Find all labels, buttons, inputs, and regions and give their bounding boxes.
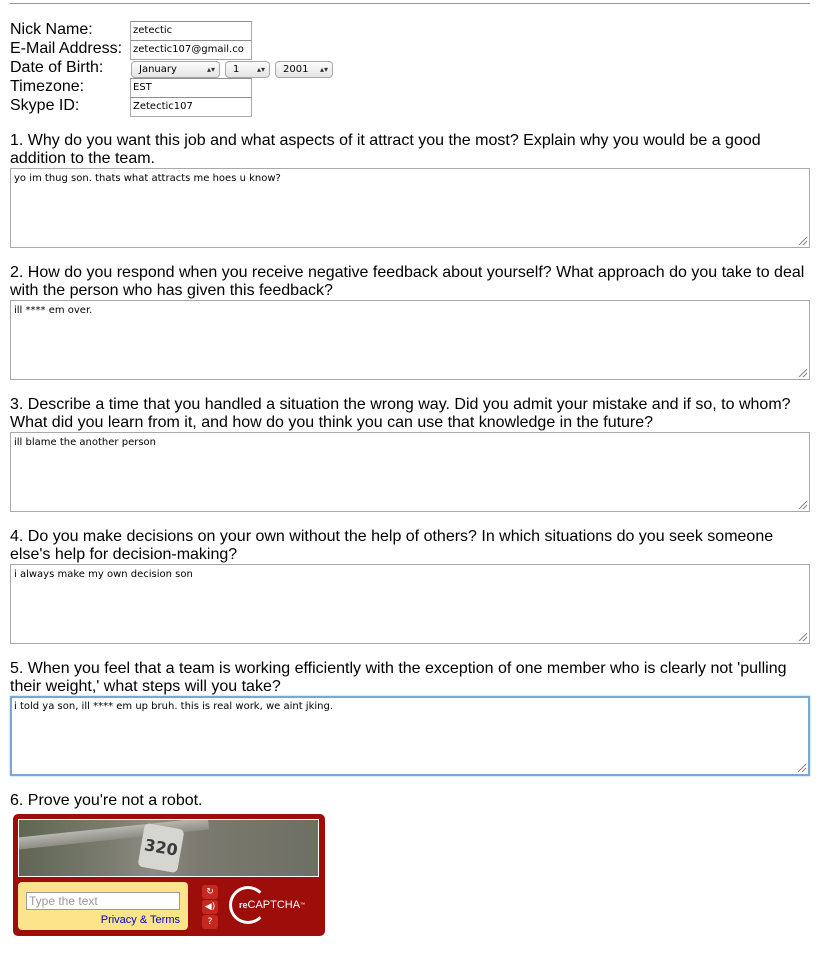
audio-icon[interactable]: ◀) [202,900,218,914]
resize-grip-icon[interactable] [799,501,807,509]
recaptcha-brand-tm: ™ [300,902,306,908]
updown-arrows-icon: ▴▾ [256,65,265,74]
refresh-icon[interactable]: ↻ [202,885,218,899]
nick-name-label: Nick Name: [10,21,93,38]
dob-year-select[interactable] [275,61,333,78]
dob-month-value: January [139,64,177,75]
email-label: E-Mail Address: [10,40,123,57]
dob-label: Date of Birth: [10,59,104,76]
resize-grip-icon[interactable] [799,369,807,377]
captcha-response-input[interactable]: Type the text [26,892,180,910]
question-4-text: 4. Do you make decisions on your own without the help of others? In which situations do you seek someone else's help for decision-making? [10,528,774,563]
recaptcha-brand-main: CAPTCHA [247,899,301,911]
question-2-text: 2. How do you respond when you receive negative feedback about yourself? What approach do you take to deal with the person who has given this feedback? [10,264,805,299]
captcha-image [18,819,319,877]
captcha-input-panel [18,882,188,930]
updown-arrows-icon: ▴▾ [319,65,328,74]
dob-day-select[interactable] [225,61,270,78]
answer-4-textarea[interactable] [10,564,810,644]
recaptcha-brand [239,899,305,911]
email-input[interactable]: zetectic107@gmail.co [130,40,252,60]
answer-3-textarea[interactable] [10,432,810,512]
question-5-text: 5. When you feel that a team is working efficiently with the exception of one member who is clearly not 'pulling their weight,' what steps will you take? [10,660,787,695]
answer-4-text: i always make my own decision son [14,569,193,580]
answer-5-text: i told ya son, ill **** em up bruh. this is real work, we aint jking. [14,701,334,712]
dob-day-value: 1 [233,64,240,75]
answer-3-text: ill blame the another person [14,437,156,448]
dob-month-select[interactable] [131,61,220,78]
help-icon[interactable]: ? [202,915,218,929]
question-6-text: 6. Prove you're not a robot. [10,792,203,809]
question-3-text: 3. Describe a time that you handled a situation the wrong way. Did you admit your mistake and if so, to whom? What did you learn from it, and how do you think you can use that knowledge in the future? [10,396,791,431]
answer-2-textarea[interactable] [10,300,810,380]
top-divider [10,3,810,4]
answer-1-textarea[interactable] [10,168,810,248]
timezone-label: Timezone: [10,78,85,95]
skype-input[interactable]: Zetectic107 [130,97,252,117]
resize-grip-icon[interactable] [798,764,806,772]
updown-arrows-icon: ▴▾ [206,65,215,74]
resize-grip-icon[interactable] [799,237,807,245]
captcha-image-number: 320 [137,823,184,873]
resize-grip-icon[interactable] [799,633,807,641]
privacy-terms-link[interactable]: Privacy & Terms [100,914,180,926]
answer-2-text: ill **** em over. [14,305,93,316]
question-1-text: 1. Why do you want this job and what aspects of it attract you the most? Explain why you would be a good addition to the team. [10,132,761,167]
timezone-input[interactable]: EST [130,78,252,98]
nick-name-input[interactable]: zetectic [130,21,252,41]
answer-5-textarea[interactable] [10,696,810,776]
recaptcha-widget [13,814,325,936]
recaptcha-brand-re: re [239,900,248,910]
answer-1-text: yo im thug son. thats what attracts me hoes u know? [14,173,281,184]
dob-year-value: 2001 [283,64,309,75]
skype-label: Skype ID: [10,97,80,114]
